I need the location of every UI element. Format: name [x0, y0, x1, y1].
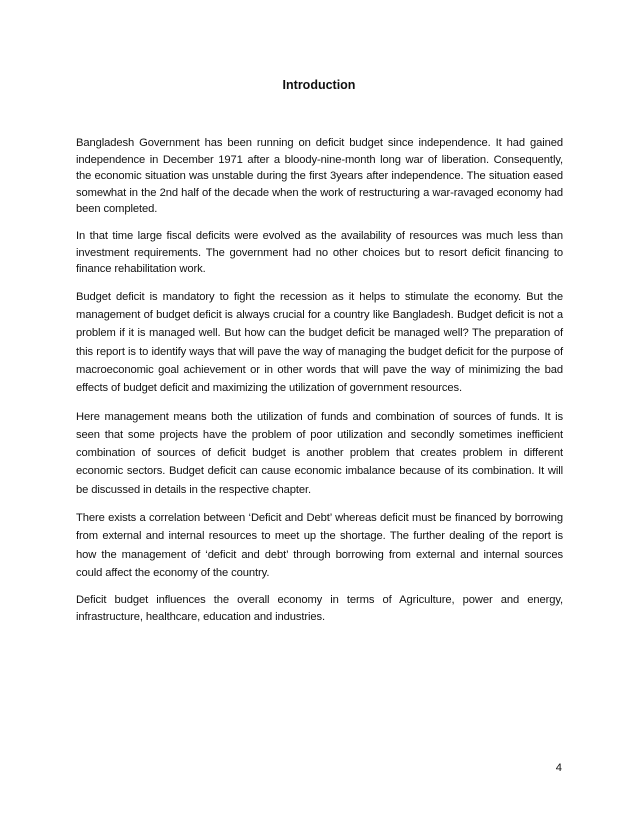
paragraph-management-meaning: Here management means both the utilization of funds and combination of sources of funds. It is seen that some projects have the problem of poor utilization and secondly sometimes inefficient combination of sources of deficit budget is another problem that creates problem in different economic sectors. Budget deficit can cause economic imbalance because of its combination. It will be discussed in details in the respective chapter. [76, 410, 563, 496]
paragraph-economy-influence: Deficit budget influences the overall economy in terms of Agriculture, power and energy, infrastructure, healthcare, education and industries. [76, 594, 563, 623]
paragraph-independence: Bangladesh Government has been running on deficit budget since independence. It had gained independence in December 1971 after a bloody-nine-month long war of liberation. Consequently, the economic situation was unstable during the first 3years after independence. The situation eased somewhat in the 2nd half of the decade when the work of restructuring a war-ravaged economy had been completed. [76, 137, 563, 216]
paragraph-fiscal-deficits: In that time large fiscal deficits were evolved as the availability of resources was much less than investment requirements. The government had no other choices but to resort deficit financing to finance rehabilitation work. [76, 229, 563, 276]
body-text [76, 135, 563, 635]
paragraph-deficit-and-debt: There exists a correlation between ‘Deficit and Debt’ whereas deficit must be financed by borrowing from external and internal resources to meet up the shortage. The further dealing of the report is how the management of ‘deficit and debt’ through borrowing from external and internal sources could affect the economy of the country. [76, 512, 563, 579]
page-number: 4 [555, 762, 562, 774]
paragraph-budget-deficit-management: Budget deficit is mandatory to fight the recession as it helps to stimulate the economy. But the management of budget deficit is always crucial for a country like Bangladesh. Budget deficit is not a problem if it is managed well. But how can the budget deficit be managed well? The preparation of this report is to identify ways that will pave the way of managing the budget deficit for the purpose of macroeconomic goal achievement or in other words that will pave the way of minimizing the bad effects of budget deficit and maximizing the utilization of government resources. [76, 290, 563, 395]
page-title: Introduction [282, 78, 356, 92]
